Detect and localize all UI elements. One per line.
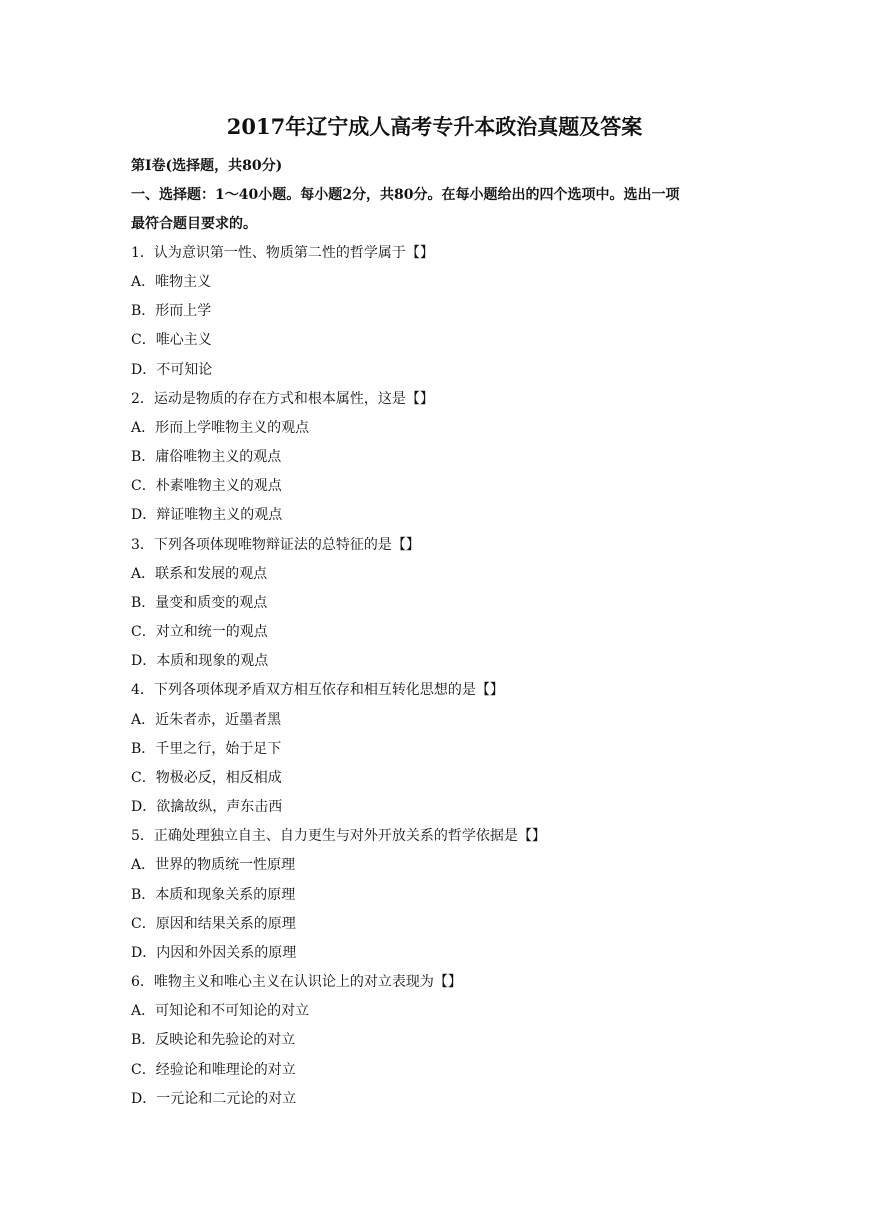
question-2-option-c: C．朴素唯物主义的观点 [131,478,282,494]
instructions-line-1: 一、选择题：1～40小题。每小题2分，共80分。在每小题给出的四个选项中。选出一项 [131,187,680,203]
question-3-option-a: A．联系和发展的观点 [131,566,268,582]
question-6-option-d: D．一元论和二元论的对立 [131,1091,297,1107]
section-heading: 第Ⅰ卷(选择题，共80分) [131,158,283,174]
page-title: 2017年辽宁成人高考专升本政治真题及答案 [226,114,643,139]
question-5-option-a: A．世界的物质统一性原理 [131,857,296,873]
question-3-stem: 3．下列各项体现唯物辩证法的总特征的是【】 [131,537,420,553]
question-4-option-c: C．物极必反，相反相成 [131,770,282,786]
question-6-stem: 6．唯物主义和唯心主义在认识论上的对立表现为【】 [131,974,462,990]
question-6-option-c: C．经验论和唯理论的对立 [131,1062,296,1078]
question-1-option-b: B．形而上学 [131,303,212,319]
question-2-option-a: A．形而上学唯物主义的观点 [131,420,310,436]
question-2-stem: 2．运动是物质的存在方式和根本属性，这是【】 [131,391,434,407]
question-1-option-d: D．不可知论 [131,362,213,378]
question-4-stem: 4．下列各项体现矛盾双方相互依存和相互转化思想的是【】 [131,682,504,698]
question-1-option-a: A．唯物主义 [131,274,212,290]
question-5-stem: 5．正确处理独立自主、自力更生与对外开放关系的哲学依据是【】 [131,828,546,844]
question-5-option-d: D．内因和外因关系的原理 [131,945,297,961]
question-3-option-c: C．对立和统一的观点 [131,624,268,640]
question-6-option-b: B．反映论和先验论的对立 [131,1032,296,1048]
question-3-option-b: B．量变和质变的观点 [131,595,268,611]
question-4-option-b: B．千里之行，始于足下 [131,741,282,757]
question-3-option-d: D．本质和现象的观点 [131,653,269,669]
question-6-option-a: A．可知论和不可知论的对立 [131,1003,310,1019]
question-4-option-a: A．近朱者赤，近墨者黑 [131,712,282,728]
question-5-option-c: C．原因和结果关系的原理 [131,916,296,932]
question-5-option-b: B．本质和现象关系的原理 [131,887,296,903]
question-1-option-c: C．唯心主义 [131,332,212,348]
question-2-option-d: D．辩证唯物主义的观点 [131,507,283,523]
question-1-stem: 1．认为意识第一性、物质第二性的哲学属于【】 [131,245,434,261]
question-4-option-d: D．欲擒故纵，声东击西 [131,799,283,815]
instructions-line-2: 最符合题目要求的。 [131,216,257,232]
question-2-option-b: B．庸俗唯物主义的观点 [131,449,282,465]
